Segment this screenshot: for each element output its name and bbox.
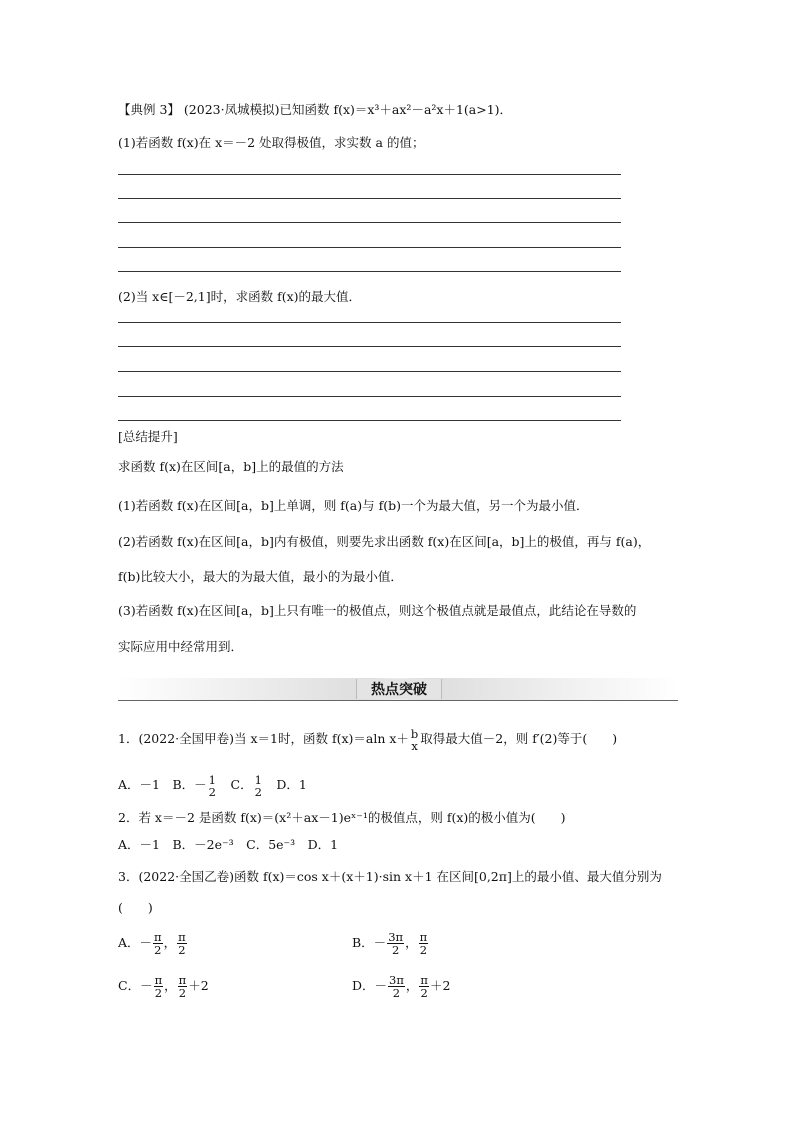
- answer-line: [118, 371, 621, 372]
- q1-option-d: D．1: [263, 777, 307, 792]
- denominator: x: [411, 738, 418, 753]
- numerator: π: [154, 973, 163, 987]
- denominator: 2: [178, 943, 186, 957]
- answer-line: [118, 322, 621, 323]
- summary-item: (1)若函数 f(x)在区间[a，b]上单调，则 f(a)与 f(b)一个为最大值，另一个为最小值．: [118, 498, 589, 513]
- fraction: [154, 974, 164, 999]
- answer-line: [118, 420, 621, 421]
- summary-intro: 求函数 f(x)在区间[a，b]上的最值的方法: [118, 459, 344, 474]
- fraction: [410, 728, 419, 752]
- example-label: 【典例 3】: [118, 102, 180, 117]
- fraction: [387, 931, 404, 956]
- q1-stem: 1．(2022·全国甲卷)当 x＝1时，函数 f(x)＝aln x＋: [118, 731, 409, 746]
- option-label: C．－: [118, 978, 153, 993]
- numerator: π: [420, 973, 428, 987]
- question-2-options: A．－1 B．－2e⁻³ C．5e⁻³ D．1: [118, 837, 339, 852]
- part1: (1)若函数 f(x)在 x＝－2 处取得极值，求实数 a 的值；: [118, 135, 425, 150]
- answer-line: [118, 247, 621, 248]
- example-source: (2023·凤城模拟)已知函数: [183, 102, 334, 117]
- denominator: 2: [154, 986, 163, 1000]
- denominator: 2: [178, 986, 187, 1000]
- denominator: 2: [391, 943, 400, 957]
- summary-item: (3)若函数 f(x)在区间[a，b]上只有唯一的极值点，则这个极值点就是最值点，此结论在导数的: [118, 603, 637, 618]
- plus-two: ＋2: [188, 978, 209, 993]
- numerator: π: [419, 930, 428, 944]
- q1-option-ab: A．－1 B．－: [118, 777, 207, 792]
- summary-item: 实际应用中经常用到．: [118, 639, 244, 654]
- numerator: b: [410, 726, 419, 741]
- part2: (2)当 x∈[－2,1]时，求函数 f(x)的最大值．: [118, 289, 362, 304]
- numerator: 3π: [388, 930, 404, 944]
- summary-heading: [总结提升]: [118, 429, 178, 444]
- q1-stem-end: 取得最大值－2，则 f′(2)等于( ): [420, 731, 618, 746]
- plus-two: ＋2: [429, 978, 451, 993]
- fraction: [419, 974, 429, 999]
- numerator: π: [154, 930, 162, 944]
- question-2: 2．若 x＝－2 是函数 f(x)＝(x²＋ax－1)eˣ⁻¹的极值点，则 f(x)的极小值为( ): [118, 810, 566, 825]
- denominator: 2: [208, 784, 216, 799]
- fraction: [208, 774, 217, 798]
- question-1: [118, 722, 617, 756]
- numerator: 1: [254, 772, 262, 787]
- denominator: 2: [419, 943, 428, 957]
- fraction: [153, 931, 163, 956]
- denominator: 2: [154, 943, 162, 957]
- fraction: [254, 774, 263, 798]
- numerator: π: [178, 930, 186, 944]
- denominator: 2: [254, 784, 262, 799]
- answer-line: [118, 198, 621, 199]
- q3-option-c: [118, 971, 209, 1001]
- option-label: A．－: [118, 935, 153, 950]
- answer-line: [118, 396, 621, 397]
- option-label: D．－: [352, 978, 388, 993]
- fraction: [178, 974, 188, 999]
- comma: ，: [163, 935, 177, 950]
- answer-line: [118, 271, 621, 272]
- section-banner: [118, 678, 678, 701]
- question-3-paren: ( ): [118, 900, 153, 915]
- summary-item: f(b)比较大小，最大的为最大值，最小的为最小值．: [118, 569, 403, 584]
- summary-item: (2)若函数 f(x)在区间[a，b]内有极值，则要先求出函数 f(x)在区间[a，b]上的极值，再与 f(a)，: [118, 534, 651, 549]
- numerator: 3π: [389, 973, 404, 987]
- question-3: 3．(2022·全国乙卷)函数 f(x)＝cos x＋(x＋1)·sin x＋1 在区间[0,2π]上的最小值、最大值分别为: [118, 869, 662, 884]
- answer-line: [118, 222, 621, 223]
- numerator: π: [178, 973, 187, 987]
- option-label: B．－: [352, 935, 387, 950]
- denominator: 2: [420, 986, 428, 1000]
- section-title: 热点突破: [356, 679, 442, 699]
- fraction: [419, 931, 429, 956]
- answer-line: [118, 346, 621, 347]
- example-formula: f(x)＝x³＋ax²－a²x＋1(a>1)．: [333, 102, 513, 117]
- fraction: [177, 931, 187, 956]
- q3-option-a: [118, 928, 188, 958]
- comma: ，: [405, 935, 418, 950]
- question-1-options: [118, 770, 307, 800]
- comma: ，: [164, 978, 177, 993]
- example-header: [118, 102, 512, 118]
- comma: ，: [405, 978, 419, 993]
- fraction: [388, 974, 405, 999]
- q1-option-c: C．: [218, 777, 253, 792]
- numerator: 1: [208, 772, 216, 787]
- q3-option-b: [352, 928, 429, 958]
- answer-line: [118, 174, 621, 175]
- denominator: 2: [392, 986, 401, 1000]
- q3-option-d: [352, 971, 450, 1001]
